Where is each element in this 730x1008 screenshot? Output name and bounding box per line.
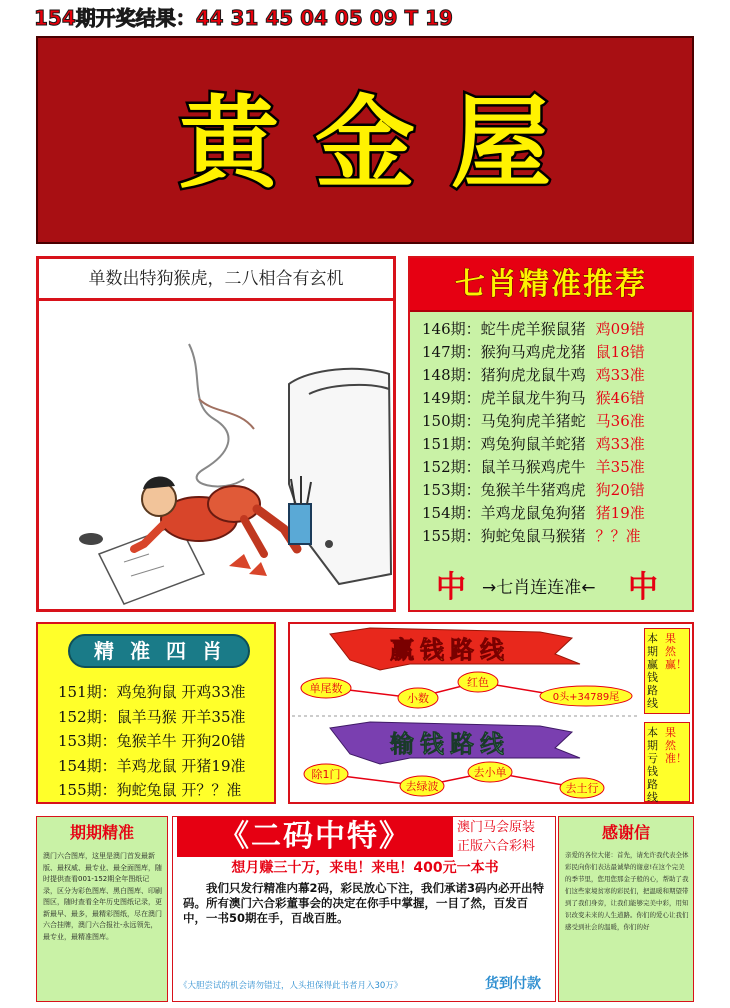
- list-item: [422, 318, 692, 341]
- seven-zodiac-panel: [408, 256, 694, 612]
- four-zodiac-panel: [36, 622, 276, 804]
- routes-diagram: [290, 624, 642, 802]
- thank-you-title: 感谢信: [601, 823, 650, 842]
- lose-side-note: [644, 722, 690, 802]
- lose-node-3: 去小单: [473, 766, 507, 779]
- lose-node-1: 除1门: [311, 768, 341, 781]
- title-banner: [36, 36, 694, 244]
- two-code-paragraph: 我们只发行精准内幕2码，彩民放心下注，我们承诺3码内必开出特码。所有澳门六合彩董事会的决定在你手中掌握，一目了然，百发百中，一书50期在手，百战百胜。: [183, 881, 544, 925]
- result-label: 猴46错: [595, 389, 645, 407]
- list-item: [422, 525, 692, 548]
- list-item: 153期：兔猴羊牛 开狗20错: [58, 732, 246, 750]
- result-label: 鼠18错: [595, 343, 645, 361]
- zodiac-set: 羊鸡龙鼠兔狗猪: [480, 504, 586, 522]
- result-label: ？？准: [595, 527, 641, 545]
- period-label: 155期：: [422, 527, 481, 545]
- result-label: 鸡33准: [595, 366, 645, 384]
- cash-on-delivery-label: 货到付款: [485, 976, 541, 992]
- four-zodiac-title: 精准四肖: [68, 634, 250, 668]
- seven-zodiac-list: [422, 318, 692, 548]
- two-code-footer: [179, 971, 551, 997]
- two-code-ad: [172, 816, 556, 1002]
- zodiac-set: 虎羊鼠龙牛狗马: [480, 389, 586, 407]
- result-label: 鸡09错: [595, 320, 645, 338]
- win-node-3: 红色: [467, 676, 489, 689]
- list-item: [422, 387, 692, 410]
- list-item: [422, 433, 692, 456]
- list-item: [422, 456, 692, 479]
- list-item: [422, 364, 692, 387]
- lose-node-4: 去土行: [565, 782, 599, 795]
- list-item: [422, 410, 692, 433]
- win-side-right: 果然赢！: [665, 632, 687, 671]
- side-line-2: 正版六合彩料: [457, 839, 536, 854]
- zhong-mark-left: 中: [436, 570, 466, 605]
- period-label: 147期：: [422, 343, 481, 361]
- zhong-mark-right: 中: [628, 570, 658, 605]
- period-label: 146期：: [422, 320, 481, 338]
- period-label: 154期：: [422, 504, 481, 522]
- routes-panel: [288, 622, 694, 804]
- zodiac-set: 马兔狗虎羊猪蛇: [480, 412, 586, 430]
- zodiac-set: 蛇牛虎羊猴鼠猪: [480, 320, 586, 338]
- list-item: 152期：鼠羊马猴 开羊35准: [58, 707, 246, 726]
- seven-zodiac-header: [410, 258, 692, 312]
- result-label: 猪19准: [595, 504, 645, 522]
- two-code-title: 《二码中特》: [177, 817, 453, 857]
- zodiac-set: 狗蛇兔鼠马猴猪: [480, 527, 586, 545]
- picture-caption: 单数出特狗猴虎，二八相合有玄机: [39, 259, 393, 301]
- zodiac-set: 猴狗马鸡虎龙猪: [480, 343, 586, 361]
- period-label: 149期：: [422, 389, 481, 407]
- win-node-1: 单尾数: [309, 682, 343, 695]
- two-code-header: [173, 817, 555, 857]
- period-label: 153期：: [422, 481, 481, 499]
- result-label: 羊35准: [595, 458, 645, 476]
- win-node-2: 小数: [407, 692, 429, 705]
- banner-title: 黄金屋: [179, 84, 587, 202]
- win-side-note: [644, 628, 690, 714]
- two-code-note: 《大胆尝试的机会请勿错过，人头担保得此书者月入30万》: [179, 981, 403, 991]
- result-label: 狗20错: [595, 481, 645, 499]
- footer-slogan: →七肖连连准←: [482, 578, 596, 598]
- accuracy-panel: [36, 816, 168, 1002]
- lose-side-left: 本期亏钱路线: [647, 726, 658, 804]
- thank-you-letter: [558, 816, 694, 1002]
- win-route-title: 赢钱路线: [390, 635, 510, 664]
- list-item: 151期：鸡兔狗鼠 开鸡33准: [58, 683, 246, 701]
- two-code-body: [183, 881, 549, 926]
- two-code-side-text: [457, 818, 557, 856]
- list-item: 154期：羊鸡龙鼠 开猪19准: [58, 756, 246, 775]
- list-item: 155期：狗蛇兔鼠 开？？准: [58, 781, 242, 799]
- period-label: 151期：: [422, 435, 481, 453]
- two-code-slogan: 想月赚三十万，来电！来电！400元一本书: [231, 860, 499, 876]
- draw-result-line: 154期开奖结果：44 31 45 04 05 09 T 19: [34, 6, 453, 30]
- period-label: 152期：: [422, 458, 481, 476]
- zodiac-set: 兔猴羊牛猪鸡虎: [480, 481, 586, 499]
- four-zodiac-list: [58, 680, 274, 803]
- seven-zodiac-footer: [410, 570, 692, 606]
- result-label: 马36准: [595, 412, 645, 430]
- win-node-4: 0头+34789尾: [552, 692, 620, 703]
- list-item: [422, 341, 692, 364]
- list-item: [422, 479, 692, 502]
- lose-side-right: 果然准！: [665, 726, 687, 765]
- zodiac-set: 鼠羊马猴鸡虎牛: [480, 458, 586, 476]
- accuracy-title: 期期精准: [69, 823, 134, 842]
- accuracy-body: 澳门六合图库，这里是澳门首发最新版、最权威、最专业、最全面图库，随时提供查看001-152期全年图纸记录，区分为彩色图库、黑白图库、印刷图区，随时查看全年历史图纸记录，更新最早、最多，最精彩图纸，尽在澳门六合挂牌，澳门六合报社-永远领先，最专业，最精准图库。: [43, 852, 162, 941]
- thank-you-body: 亲爱的各位大佬：首先，请允许我代表全体彩民向你们表达最诚挚的谢意!在这个完美的季节里，您用您那金子般的心，帮助了我们这些家境贫寒的彩民们，把温暖和期望带到了我们身旁，让我们能够完美中彩，用知识改变未来的人生道路。你们的爱心让我们感受到社会的温暖，你们的好: [565, 851, 689, 931]
- list-item: [422, 502, 692, 525]
- zodiac-set: 猪狗虎龙鼠牛鸡: [480, 366, 586, 384]
- result-label: 鸡33准: [595, 435, 645, 453]
- picture-panel: [36, 256, 396, 612]
- period-label: 148期：: [422, 366, 481, 384]
- cartoon-illustration: [39, 304, 393, 609]
- period-label: 150期：: [422, 412, 481, 430]
- lose-node-2: 去绿波: [405, 780, 439, 793]
- win-side-left: 本期赢钱路线: [647, 632, 658, 710]
- lose-route-title: 输钱路线: [390, 729, 510, 758]
- seven-zodiac-title: 七肖精准推荐: [455, 267, 647, 302]
- zodiac-set: 鸡兔狗鼠羊蛇猪: [480, 435, 586, 453]
- side-line-1: 澳门马会原装: [457, 820, 536, 835]
